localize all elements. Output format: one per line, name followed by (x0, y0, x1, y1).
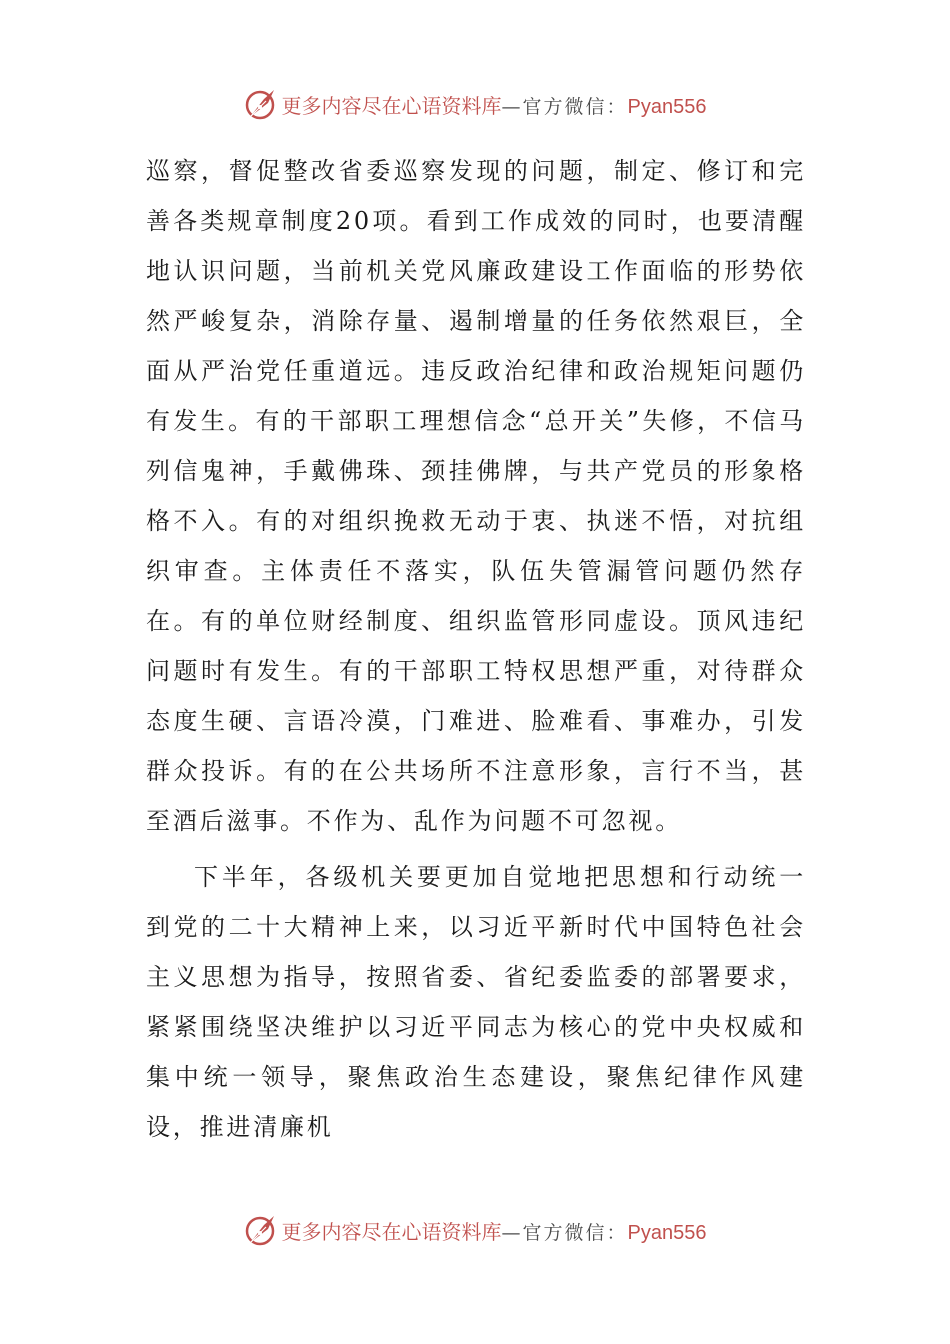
header-separator: — (501, 95, 523, 118)
footer-separator: — (501, 1221, 523, 1244)
footer-wechat-id: Pyan556 (627, 1221, 707, 1244)
header-wechat-label: 官方微信： (522, 95, 628, 118)
header-wechat-id: Pyan556 (627, 95, 707, 118)
header-brand-text: 更多内容尽在心语资料库 (281, 93, 502, 118)
footer-wechat-label: 官方微信： (522, 1221, 628, 1244)
header-banner (0, 84, 950, 124)
footer-banner (0, 1210, 950, 1250)
document-body (146, 146, 806, 1152)
quill-pen-logo-icon (244, 1213, 278, 1247)
footer-brand-text: 更多内容尽在心语资料库 (281, 1219, 502, 1244)
paragraph-1: 巡察，督促整改省委巡察发现的问题，制定、修订和完善各类规章制度20项。看到工作成效的同时，也要清醒地认识问题，当前机关党风廉政建设工作面临的形势依然严峻复杂，消除存量、遏制增量的任务依然艰巨，全面从严治党任重道远。违反政治纪律和政治规矩问题仍有发生。有的干部职工理想信念“总开关”失修，不信马列信鬼神，手戴佛珠、颈挂佛牌，与共产党员的形象格格不入。有的对组织挽救无动于衷、执迷不悟，对抗组织审查。主体责任不落实，队伍失管漏管问题仍然存在。有的单位财经制度、组织监管形同虚设。顶风违纪问题时有发生。有的干部职工特权思想严重，对待群众态度生硬、言语冷漠，门难进、脸难看、事难办，引发群众投诉。有的在公共场所不注意形象，言行不当，甚至酒后滋事。不作为、乱作为问题不可忽视。 (146, 157, 806, 835)
quill-pen-logo-icon (244, 87, 278, 121)
paragraph-2: 下半年，各级机关要更加自觉地把思想和行动统一到党的二十大精神上来，以习近平新时代中国特色社会主义思想为指导，按照省委、省纪委监委的部署要求，紧紧围绕坚决维护以习近平同志为核心的党中央权威和集中统一领导，聚焦政治生态建设，聚焦纪律作风建设，推进清廉机 (146, 863, 806, 1141)
